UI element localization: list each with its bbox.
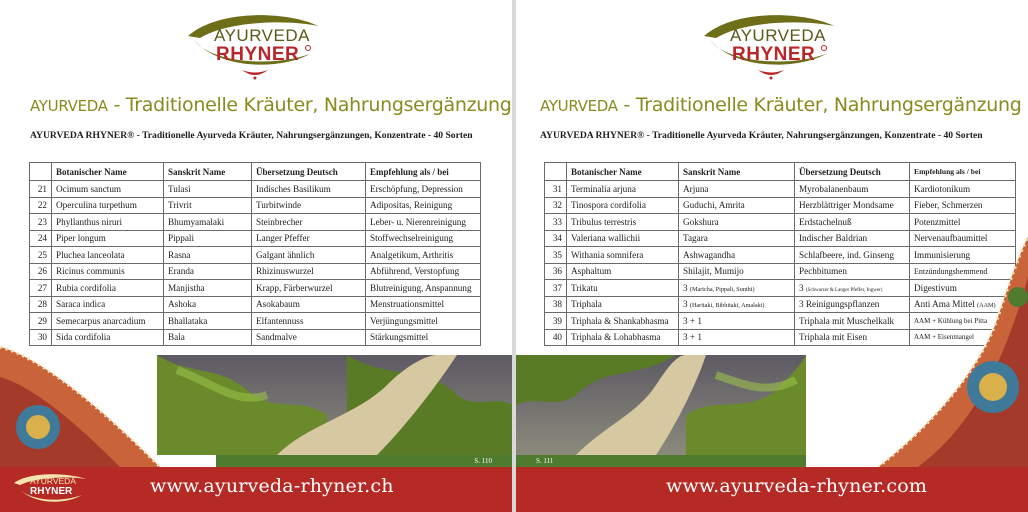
row-number: 25 — [30, 247, 52, 264]
recommendation: Stärkungsmittel — [366, 329, 481, 346]
german-translation: Rhizinuswurzel — [252, 263, 366, 280]
recommendation-note: (AAM) — [977, 302, 996, 310]
page-number-bar — [516, 455, 806, 467]
row-number: 40 — [545, 329, 567, 346]
row-number: 28 — [30, 296, 52, 313]
col-translation: Übersetzung Deutsch — [795, 163, 910, 181]
recommendation: Analgetikum, Arthritis — [366, 247, 481, 264]
german-translation: Steinbrecher — [252, 214, 366, 231]
botanical-name: Saraca indica — [52, 296, 164, 313]
footer-bar — [516, 467, 1028, 512]
row-number: 22 — [30, 197, 52, 214]
german-translation: Langer Pfeffer — [252, 230, 366, 247]
row-number: 35 — [545, 247, 567, 264]
row-number: 32 — [545, 197, 567, 214]
ornament-corner-left — [0, 317, 160, 467]
page-subheading: AYURVEDA RHYNER® - Traditionelle Ayurveda Kräuter, Nahrungsergänzungen, Konzentrate - 40 Sorten — [30, 130, 473, 141]
german-translation: Turbitwinde — [252, 197, 366, 214]
translation-note: (Schwarzer & Langer Pfeffer, Ingwer) — [805, 287, 883, 293]
ayurveda-rhyner-logo — [180, 14, 330, 84]
page-subheading: AYURVEDA RHYNER® - Traditionelle Ayurveda Kräuter, Nahrungsergänzungen, Konzentrate - 40 Sorten — [540, 130, 983, 141]
recommendation: Potenzmittel — [910, 214, 1016, 231]
logo-rhyner-text: RHYNER — [216, 44, 300, 65]
botanical-name: Triphala & Shankabhasma — [567, 313, 679, 330]
table-row — [30, 263, 481, 280]
german-translation: Schlafbeere, ind. Ginseng — [795, 247, 910, 264]
german-translation: Elfantennuss — [252, 313, 366, 330]
row-number: 21 — [30, 181, 52, 198]
sanskrit-name: Shilajit, Mumijo — [679, 263, 795, 280]
recommendation: Adipositas, Reinigung — [366, 197, 481, 214]
recommendation: Kardiotonikum — [910, 181, 1016, 198]
german-translation: Indischer Baldrian — [795, 230, 910, 247]
row-number: 39 — [545, 313, 567, 330]
table-header-row — [30, 163, 481, 181]
table-row — [30, 280, 481, 297]
sanskrit-note: (Haritaki, Bibhitaki, Amalaki) — [689, 302, 765, 310]
sanskrit-name: Ashoka — [164, 296, 252, 313]
german-translation: Asokabaum — [252, 296, 366, 313]
sanskrit-name: Tagara — [679, 230, 795, 247]
sanskrit-name: Tulasi — [164, 181, 252, 198]
col-sanskrit: Sanskrit Name — [679, 163, 795, 181]
table-row — [30, 214, 481, 231]
german-translation: Pechbitumen — [795, 263, 910, 280]
recommendation: AAM + Kühlung bei Pitta — [910, 313, 1016, 330]
botanical-name: Rubia cordifolia — [52, 280, 164, 297]
botanical-name: Pluchea lanceolata — [52, 247, 164, 264]
row-number: 27 — [30, 280, 52, 297]
botanical-name: Phyllanthus niruri — [52, 214, 164, 231]
row-number: 37 — [545, 280, 567, 297]
sanskrit-name: Guduchi, Amrita — [679, 197, 795, 214]
sanskrit-name: 3 + 1 — [679, 313, 795, 330]
recommendation: Stoffwechselreinigung — [366, 230, 481, 247]
german-translation: Krapp, Färberwurzel — [252, 280, 366, 297]
page-heading — [540, 94, 1022, 116]
row-number: 38 — [545, 296, 567, 313]
german-translation: Herzblättriger Mondsame — [795, 197, 910, 214]
sanskrit-name — [679, 296, 795, 313]
col-number — [545, 163, 567, 181]
botanical-name: Operculina turpethum — [52, 197, 164, 214]
recommendation: Menstruationsmittel — [366, 296, 481, 313]
botanical-name: Ocimum sanctum — [52, 181, 164, 198]
recommendation: Entzündungshemmend — [910, 263, 1016, 280]
footer-logo-ayurveda: AYURVEDA — [30, 476, 76, 486]
sanskrit-name: Eranda — [164, 263, 252, 280]
recommendation: Verjüngungsmittel — [366, 313, 481, 330]
sanskrit-name: Bala — [164, 329, 252, 346]
german-translation: Myrobalanenbaum — [795, 181, 910, 198]
botanical-name: Tinospora cordifolia — [567, 197, 679, 214]
row-number: 24 — [30, 230, 52, 247]
german-translation: Triphala mit Eisen — [795, 329, 910, 346]
row-number: 23 — [30, 214, 52, 231]
botanical-name: Valeriana wallichii — [567, 230, 679, 247]
ornament-corner-right — [878, 237, 1028, 467]
recommendation: Digestivum — [910, 280, 1016, 297]
table-row — [30, 247, 481, 264]
german-translation: Triphala mit Muschelkalk — [795, 313, 910, 330]
col-recommendation: Empfehlung als / bei — [366, 163, 481, 181]
recommendation: Immunisierung — [910, 247, 1016, 264]
row-number: 31 — [545, 181, 567, 198]
landscape-photo — [516, 355, 806, 455]
recommendation: Erschöpfung, Depression — [366, 181, 481, 198]
sanskrit-count: 3 — [683, 299, 688, 310]
botanical-name: Triphala — [567, 296, 679, 313]
sanskrit-name: Gokshura — [679, 214, 795, 231]
sanskrit-name: Bhumyamalaki — [164, 214, 252, 231]
col-recommendation: Empfehlung als / bei — [910, 163, 1016, 181]
table-row — [30, 296, 481, 313]
row-number: 34 — [545, 230, 567, 247]
website-link-com[interactable]: www.ayurveda-rhyner.com — [666, 475, 928, 497]
botanical-name: Triphala & Lohabhasma — [567, 329, 679, 346]
sanskrit-name — [679, 280, 795, 297]
botanical-name: Ricinus communis — [52, 263, 164, 280]
sanskrit-name: Trivrit — [164, 197, 252, 214]
botanical-name: Withania somnifera — [567, 247, 679, 264]
page-number: S. 110 — [474, 457, 492, 465]
sanskrit-name: Pippali — [164, 230, 252, 247]
heading-text: - Traditionelle Kräuter, Nahrungsergänzung — [617, 94, 1022, 116]
heading-text: - Traditionelle Kräuter, Nahrungsergänzung — [107, 94, 512, 116]
botanical-name: Asphaltum — [567, 263, 679, 280]
german-translation: Galgant ähnlich — [252, 247, 366, 264]
page-heading — [30, 94, 512, 116]
table-row — [30, 230, 481, 247]
german-translation: Indisches Basilikum — [252, 181, 366, 198]
botanical-name: Tribulus terrestris — [567, 214, 679, 231]
row-number: 30 — [30, 329, 52, 346]
table-row — [545, 214, 1016, 231]
sanskrit-name: Rasna — [164, 247, 252, 264]
sanskrit-count: 3 — [683, 282, 688, 293]
sanskrit-name: Manjistha — [164, 280, 252, 297]
sanskrit-note: (Maricha, Pippali, Sunthi) — [689, 285, 755, 293]
botanical-name: Trikatu — [567, 280, 679, 297]
website-link-ch[interactable]: www.ayurveda-rhyner.ch — [150, 475, 394, 497]
col-botanical: Botanischer Name — [567, 163, 679, 181]
sanskrit-name: Bhallataka — [164, 313, 252, 330]
right-page — [516, 0, 1028, 512]
table-row — [545, 197, 1016, 214]
footer-logo-rhyner: RHYNER — [30, 486, 73, 497]
left-page — [0, 0, 512, 512]
col-number — [30, 163, 52, 181]
recommendation: Nervenaufbaumittel — [910, 230, 1016, 247]
ayurveda-rhyner-logo — [696, 14, 846, 84]
german-translation: Erdstachelnuß — [795, 214, 910, 231]
botanical-name: Piper longum — [52, 230, 164, 247]
table-row — [30, 181, 481, 198]
col-sanskrit: Sanskrit Name — [164, 163, 252, 181]
recommendation: Leber- u. Nierenreinigung — [366, 214, 481, 231]
botanical-name: Terminalia arjuna — [567, 181, 679, 198]
row-number: 29 — [30, 313, 52, 330]
recommendation-text: Anti Ama Mittel — [914, 299, 975, 310]
recommendation: Abführend, Verstopfung — [366, 263, 481, 280]
table-row — [30, 197, 481, 214]
sanskrit-name: Ashwagandha — [679, 247, 795, 264]
footer-bar — [0, 467, 512, 512]
german-translation: Sandmalve — [252, 329, 366, 346]
page-number: S. 111 — [536, 457, 554, 465]
col-botanical: Botanischer Name — [52, 163, 164, 181]
row-number: 36 — [545, 263, 567, 280]
table-row — [545, 181, 1016, 198]
page-number-bar — [216, 455, 512, 467]
row-number: 33 — [545, 214, 567, 231]
table-header-row — [545, 163, 1016, 181]
sanskrit-name: Arjuna — [679, 181, 795, 198]
sanskrit-name: 3 + 1 — [679, 329, 795, 346]
recommendation: Blutreinigung, Anspannung — [366, 280, 481, 297]
col-translation: Übersetzung Deutsch — [252, 163, 366, 181]
recommendation: AAM + Eisenmangel — [910, 329, 1016, 346]
footer-logo — [10, 473, 90, 505]
row-number: 26 — [30, 263, 52, 280]
botanical-name: Sida cordifolia — [52, 329, 164, 346]
heading-brand: AYURVEDA — [30, 97, 108, 115]
recommendation: Fieber, Schmerzen — [910, 197, 1016, 214]
logo-ayurveda-text: AYURVEDA — [730, 26, 826, 45]
heading-brand: AYURVEDA — [540, 97, 618, 115]
landscape-photo — [157, 355, 512, 455]
german-translation: 3 Reinigungspflanzen — [795, 296, 910, 313]
logo-rhyner-text: RHYNER — [732, 44, 816, 65]
botanical-name: Semecarpus anarcadium — [52, 313, 164, 330]
logo-ayurveda-text: AYURVEDA — [214, 26, 310, 45]
translation-count: 3 — [799, 282, 804, 293]
